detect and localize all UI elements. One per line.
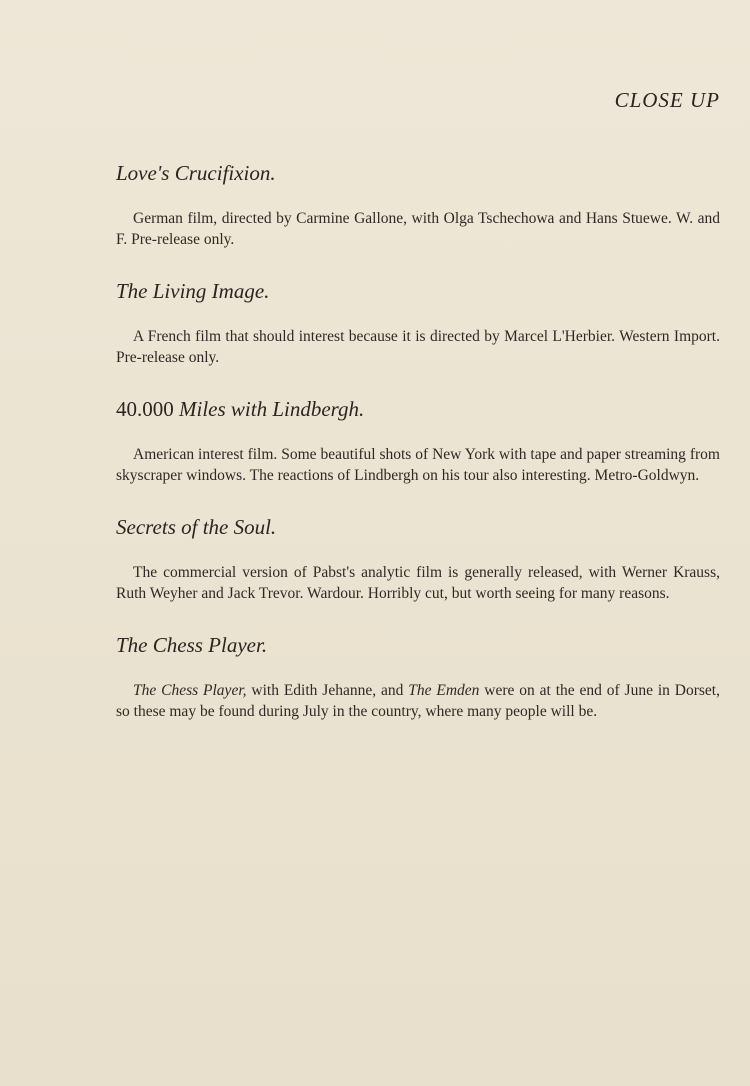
article-content — [116, 158, 720, 748]
entry-title: Secrets of the Soul. — [116, 515, 277, 539]
entry-title-text: Miles with Lindbergh. — [179, 397, 365, 421]
film-entry-living-image — [116, 276, 720, 368]
entry-body: A French film that should interest because it is directed by Marcel L'Herbier. Western Import. Pre-release only. — [116, 328, 720, 366]
film-entry-secrets-of-the-soul — [116, 512, 720, 604]
entry-body-text: were on at the end of June in Dorset, so these may be found during July in the country, where many people will be. — [116, 682, 720, 720]
entry-body: German film, directed by Carmine Gallone, with Olga Tschechowa and Hans Stuewe. W. and F. Pre-release only. — [116, 210, 720, 248]
entry-body: American interest film. Some beautiful shots of New York with tape and paper streaming from skyscraper windows. The reactions of Lindbergh on his tour also interesting. Metro-Goldwyn. — [116, 446, 720, 484]
entry-body — [116, 680, 720, 722]
entry-body-text: with Edith Jehanne, and — [246, 682, 409, 699]
film-title-chess-player: The Chess Player, — [133, 682, 247, 699]
entry-title — [116, 394, 720, 424]
film-entry-loves-crucifixion — [116, 158, 720, 250]
entry-title: The Chess Player. — [116, 633, 268, 657]
film-title-emden: The Emden — [408, 682, 480, 699]
entry-title-number: 40.000 — [116, 397, 174, 421]
film-entry-miles-with-lindbergh — [116, 394, 720, 486]
running-head: CLOSE UP — [614, 88, 720, 112]
entry-body: The commercial version of Pabst's analytic film is generally released, with Werner Krauss, Ruth Weyher and Jack Trevor. Wardour. Horribly cut, but worth seeing for many reasons. — [116, 564, 720, 602]
entry-title: The Living Image. — [116, 279, 270, 303]
entry-title: Love's Crucifixion. — [116, 161, 276, 185]
film-entry-chess-player — [116, 630, 720, 722]
